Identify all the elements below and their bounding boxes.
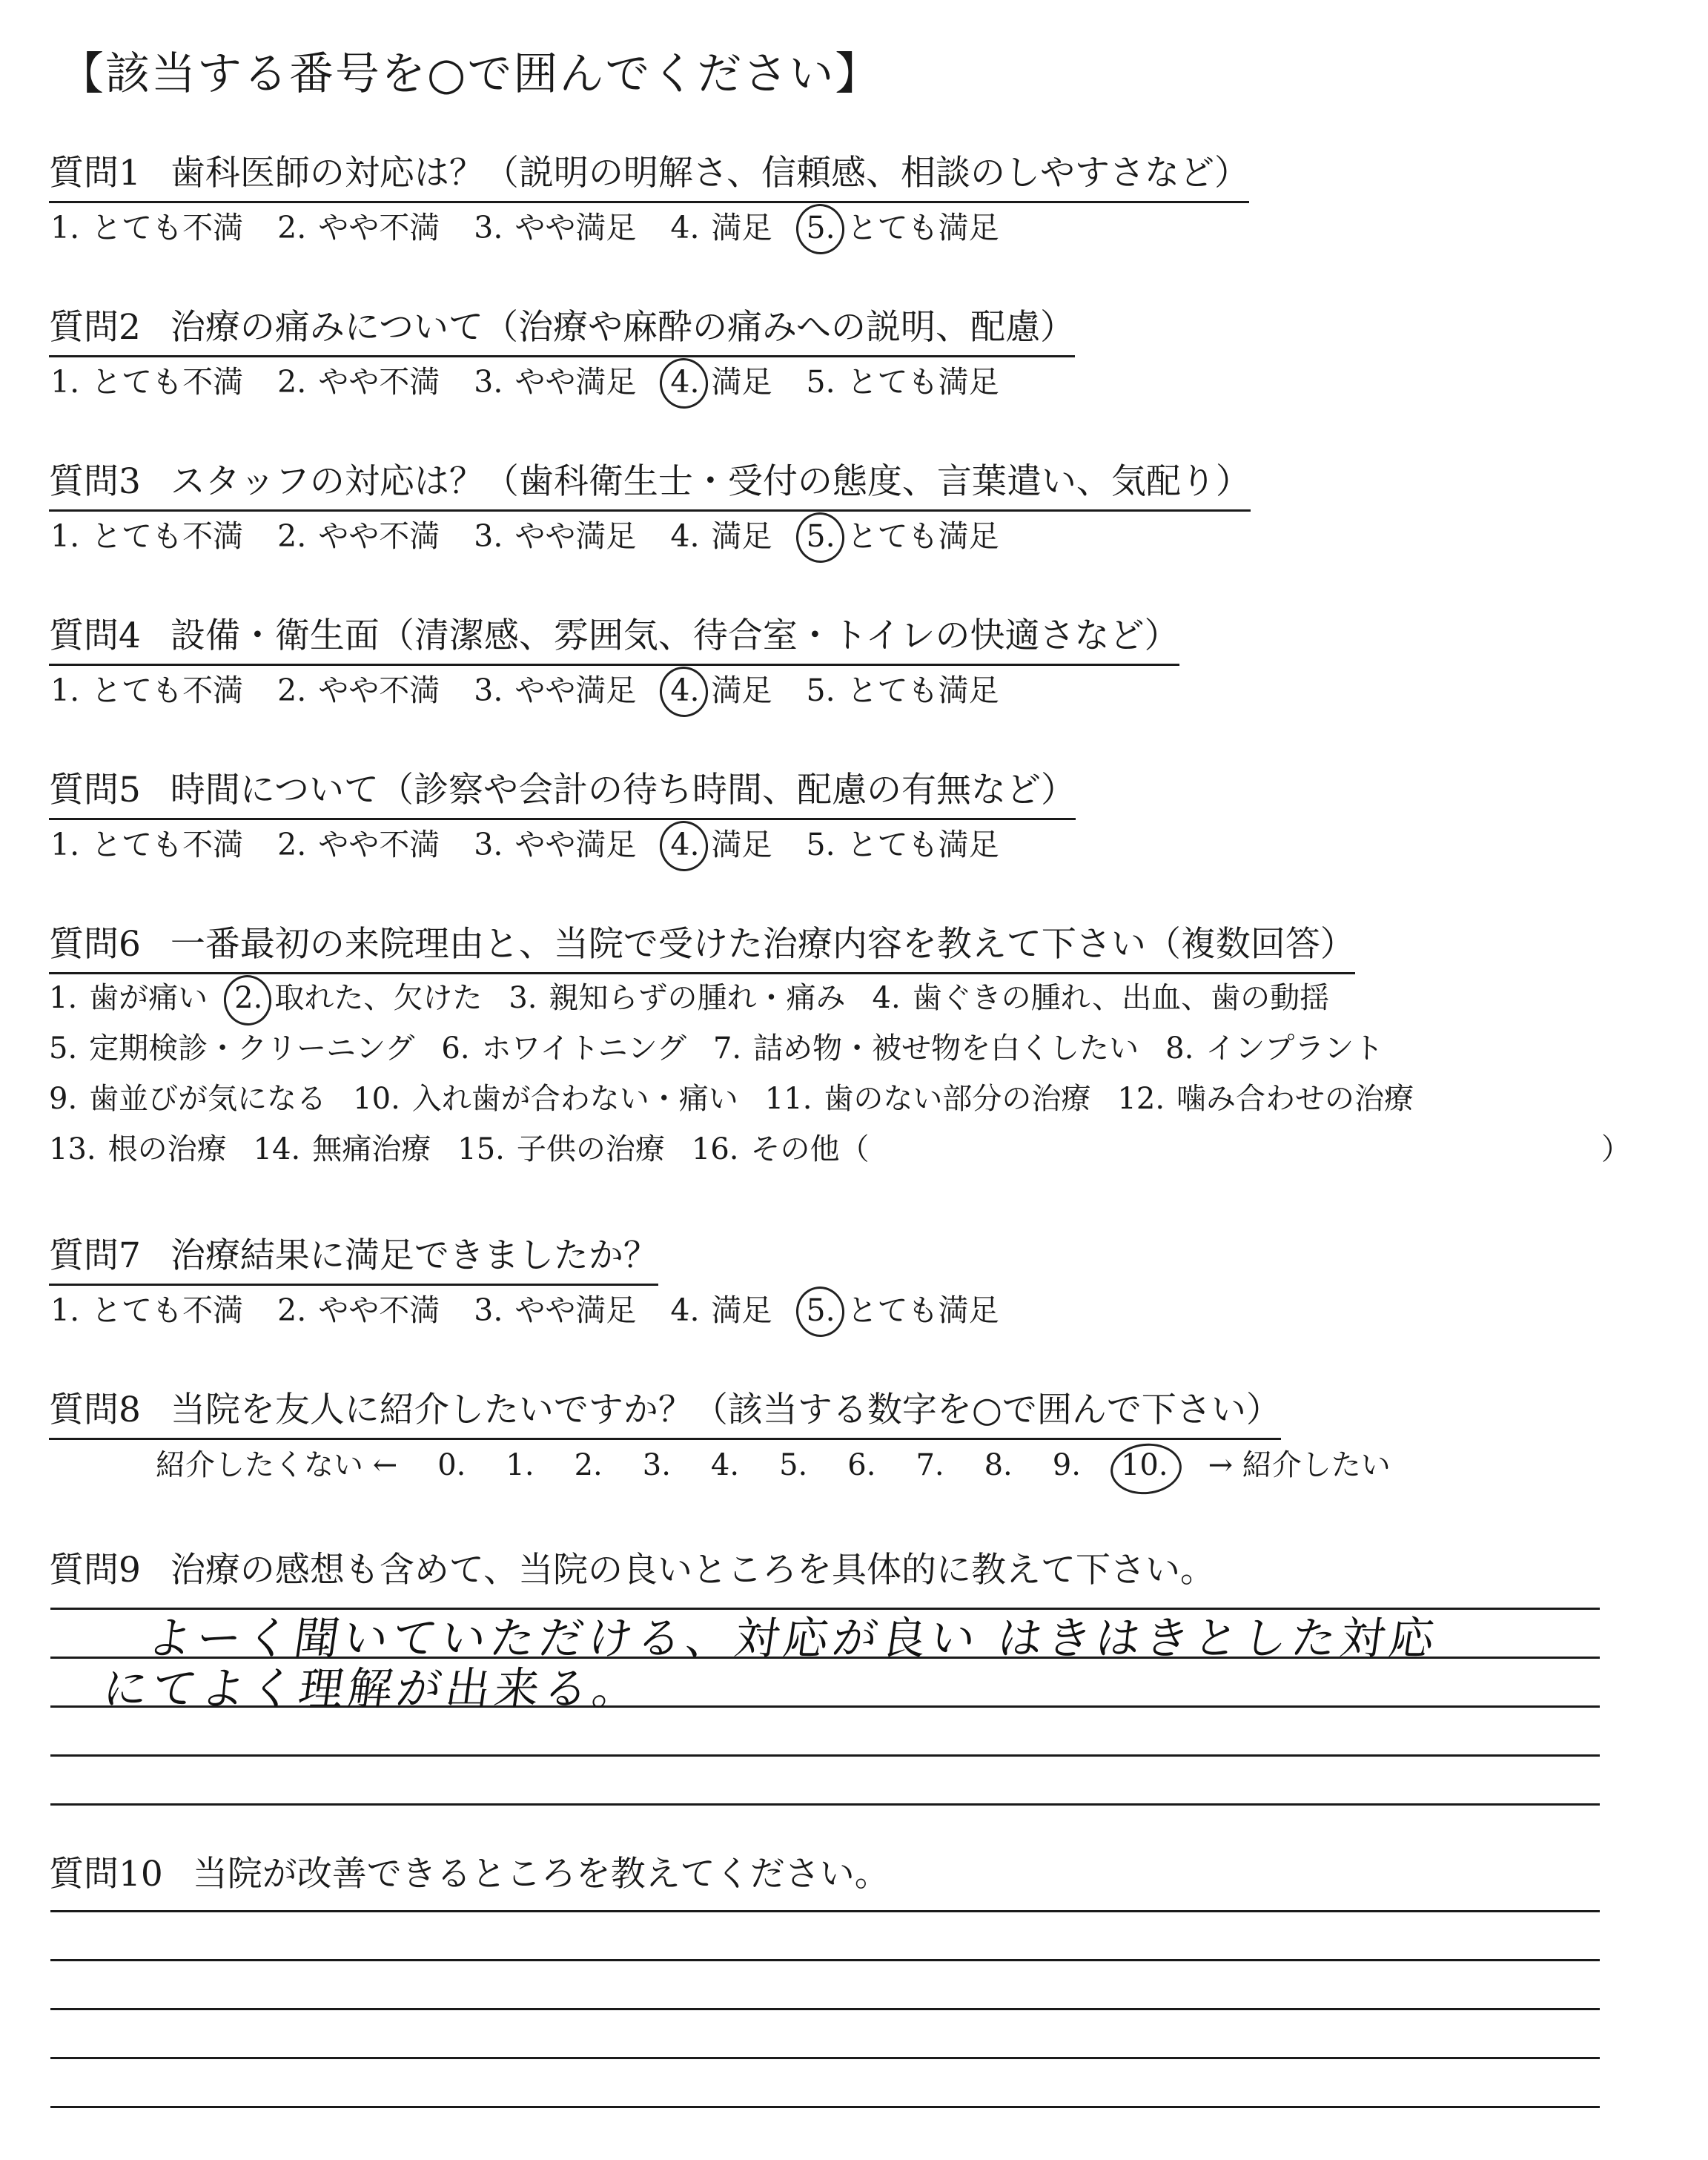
option[interactable] bbox=[277, 1286, 440, 1330]
option[interactable] bbox=[807, 820, 999, 864]
option-number: 2. bbox=[277, 827, 307, 862]
option[interactable] bbox=[670, 512, 772, 555]
option[interactable] bbox=[807, 357, 999, 401]
option-label: とても不満 bbox=[91, 364, 244, 400]
option-number: 6. bbox=[441, 1031, 470, 1066]
option-label: 定期検診・クリーニング bbox=[89, 1031, 415, 1066]
option-number-circled: 5. bbox=[806, 518, 835, 554]
option-number: 2. bbox=[277, 673, 307, 708]
option-label: とても満足 bbox=[847, 210, 999, 245]
option-number: 3. bbox=[474, 364, 503, 400]
option-number: 4. bbox=[670, 518, 700, 554]
question-number: 質問6 bbox=[49, 924, 141, 965]
option-number: 3. bbox=[474, 673, 503, 708]
option-label: やや不満 bbox=[318, 210, 440, 245]
scale-right-label: → 紹介したい bbox=[1208, 1448, 1391, 1482]
option-label: とても不満 bbox=[91, 210, 244, 245]
question-2 bbox=[49, 300, 1075, 357]
other-close-paren: ） bbox=[1601, 1132, 1631, 1166]
options-q3 bbox=[50, 512, 1033, 555]
options-q6-row-2 bbox=[49, 1025, 1410, 1067]
answer-line bbox=[50, 1910, 1600, 1912]
options-q1 bbox=[50, 203, 1033, 247]
option[interactable] bbox=[277, 512, 440, 555]
option-number: 4. bbox=[670, 1292, 700, 1328]
score-8[interactable]: 8. bbox=[984, 1448, 1013, 1482]
option-label: やや満足 bbox=[514, 518, 637, 554]
option-number: 1. bbox=[50, 673, 80, 708]
option-number: 3. bbox=[474, 827, 503, 862]
score-1[interactable]: 1. bbox=[506, 1448, 534, 1482]
option-number: 16. bbox=[691, 1132, 739, 1166]
option-number: 3. bbox=[474, 518, 503, 554]
option-number: 2. bbox=[277, 364, 307, 400]
option-number: 9. bbox=[49, 1082, 78, 1116]
question-text: 時間について（診察や会計の待ち時間、配慮の有無など） bbox=[170, 770, 1076, 810]
answer-line bbox=[50, 2057, 1600, 2059]
option-label: その他（ bbox=[750, 1132, 870, 1166]
option-number: 1. bbox=[50, 364, 80, 400]
question-number: 質問2 bbox=[49, 307, 141, 348]
option-number-circled: 2. bbox=[234, 981, 263, 1015]
question-text: 設備・衛生面（清潔感、雰囲気、待合室・トイレの快適さなど） bbox=[170, 615, 1179, 656]
option-label: とても満足 bbox=[847, 518, 999, 554]
option-number: 3. bbox=[474, 210, 503, 245]
option[interactable] bbox=[277, 203, 440, 247]
score-3[interactable]: 3. bbox=[642, 1448, 671, 1482]
option[interactable] bbox=[873, 974, 1330, 1017]
answer-line bbox=[50, 1803, 1600, 1806]
recommend-scale bbox=[156, 1441, 1431, 1484]
option[interactable] bbox=[509, 974, 845, 1017]
option-label: とても満足 bbox=[847, 364, 999, 400]
question-text: 治療結果に満足できましたか？ bbox=[170, 1235, 658, 1276]
option-number: 1. bbox=[50, 827, 80, 862]
option-number: 5. bbox=[806, 827, 835, 862]
option-label: インプラント bbox=[1205, 1031, 1384, 1066]
question-9 bbox=[49, 1542, 1215, 1598]
option[interactable] bbox=[474, 1286, 636, 1330]
option-number: 2. bbox=[277, 518, 307, 554]
question-text: 治療の痛みについて（治療や麻酔の痛みへの説明、配慮） bbox=[170, 307, 1076, 348]
option[interactable] bbox=[670, 820, 772, 864]
option-number: 1. bbox=[50, 210, 80, 245]
option[interactable] bbox=[692, 1126, 870, 1168]
option-label: 子供の治療 bbox=[516, 1132, 665, 1166]
score-7[interactable]: 7. bbox=[916, 1448, 944, 1482]
option[interactable] bbox=[50, 820, 243, 864]
option-label: とても不満 bbox=[91, 673, 244, 708]
option-label: 歯のない部分の治療 bbox=[824, 1082, 1091, 1116]
question-number: 質問8 bbox=[49, 1390, 141, 1430]
option-label: 歯ぐきの腫れ、出血、歯の動揺 bbox=[912, 981, 1330, 1015]
handwritten-answer-line-1: よーく聞いていただける、対応が良い はきはきとした対応 bbox=[144, 1613, 1443, 1665]
option-number: 5. bbox=[806, 364, 835, 400]
question-text: スタッフの対応は？（歯科衛生士・受付の態度、言葉遣い、気配り） bbox=[170, 461, 1251, 502]
option-label: やや不満 bbox=[318, 518, 440, 554]
option[interactable] bbox=[1117, 1075, 1414, 1117]
option[interactable] bbox=[670, 666, 772, 710]
answer-line bbox=[50, 1754, 1600, 1757]
score-4[interactable]: 4. bbox=[710, 1448, 740, 1482]
answer-line bbox=[50, 1959, 1600, 1961]
option-label: やや不満 bbox=[318, 673, 440, 708]
question-4 bbox=[49, 608, 1179, 666]
answer-line bbox=[50, 2008, 1600, 2010]
option[interactable] bbox=[50, 512, 243, 555]
option-label: とても不満 bbox=[91, 827, 244, 862]
option[interactable] bbox=[670, 203, 772, 247]
option-label: 無痛治療 bbox=[312, 1132, 431, 1166]
option[interactable] bbox=[277, 820, 440, 864]
option-label: とても不満 bbox=[91, 1292, 244, 1328]
question-6 bbox=[49, 916, 1355, 974]
option-label: やや満足 bbox=[514, 1292, 637, 1328]
option-label: やや満足 bbox=[514, 210, 637, 245]
option-label: 歯並びが気になる bbox=[89, 1082, 327, 1116]
options-q6-row-3 bbox=[49, 1075, 1440, 1117]
options-q7 bbox=[50, 1286, 1033, 1330]
question-number: 質問4 bbox=[49, 615, 141, 656]
option-number: 2. bbox=[277, 210, 307, 245]
option[interactable] bbox=[277, 357, 440, 401]
option-number-circled: 4. bbox=[670, 673, 700, 708]
options-q4 bbox=[50, 666, 1033, 710]
question-text: 一番最初の来院理由と、当院で受けた治療内容を教えて下さい（複数回答） bbox=[170, 924, 1355, 965]
option[interactable] bbox=[670, 357, 772, 401]
options-q2 bbox=[50, 357, 1033, 401]
option-label: やや満足 bbox=[514, 673, 637, 708]
option[interactable] bbox=[254, 1126, 431, 1168]
option[interactable] bbox=[474, 820, 636, 864]
option-label: 根の治療 bbox=[107, 1132, 227, 1166]
option[interactable] bbox=[50, 203, 243, 247]
option[interactable] bbox=[353, 1075, 738, 1117]
option-label: やや不満 bbox=[318, 1292, 440, 1328]
option[interactable] bbox=[457, 1126, 665, 1168]
option-label: 満足 bbox=[711, 364, 772, 400]
option-label: やや満足 bbox=[514, 364, 637, 400]
question-text: 治療の感想も含めて、当院の良いところを具体的に教えて下さい。 bbox=[170, 1550, 1215, 1591]
option-number: 14. bbox=[253, 1132, 301, 1166]
option-label: やや不満 bbox=[318, 364, 440, 400]
option-number: 3. bbox=[474, 1292, 503, 1328]
option-number: 1. bbox=[49, 981, 78, 1015]
option-number: 15. bbox=[457, 1132, 505, 1166]
question-text: 当院を友人に紹介したいですか？（該当する数字を○で囲んで下さい） bbox=[170, 1390, 1281, 1430]
option[interactable] bbox=[49, 1126, 227, 1168]
option-number-circled: 4. bbox=[670, 827, 700, 862]
options-q6-row-4 bbox=[49, 1126, 896, 1168]
score-2[interactable]: 2. bbox=[574, 1448, 603, 1482]
option-number: 8. bbox=[1165, 1031, 1194, 1066]
option-label: 満足 bbox=[711, 827, 772, 862]
option[interactable] bbox=[474, 203, 636, 247]
question-number: 質問1 bbox=[49, 153, 141, 194]
question-number: 質問3 bbox=[49, 461, 141, 502]
options-q6-row-1 bbox=[49, 974, 1356, 1017]
option[interactable] bbox=[50, 666, 243, 710]
option[interactable] bbox=[277, 666, 440, 710]
option-number: 5. bbox=[49, 1031, 78, 1066]
option[interactable] bbox=[474, 512, 636, 555]
option[interactable] bbox=[807, 512, 999, 555]
option-label: 噛み合わせの治療 bbox=[1176, 1082, 1414, 1116]
option[interactable] bbox=[474, 357, 636, 401]
option[interactable] bbox=[234, 974, 482, 1017]
option-number-circled: 5. bbox=[806, 1292, 835, 1328]
option-label: やや満足 bbox=[514, 827, 637, 862]
option[interactable] bbox=[713, 1025, 1139, 1067]
option-label: とても満足 bbox=[847, 1292, 999, 1328]
question-number: 質問9 bbox=[49, 1550, 141, 1591]
option[interactable] bbox=[49, 1025, 414, 1067]
option[interactable] bbox=[441, 1025, 686, 1067]
option[interactable] bbox=[50, 1286, 243, 1330]
option-number: 10. bbox=[353, 1082, 400, 1116]
option-number: 7. bbox=[712, 1031, 742, 1066]
option-number: 2. bbox=[277, 1292, 307, 1328]
option[interactable] bbox=[807, 666, 999, 710]
option[interactable] bbox=[1165, 1025, 1383, 1067]
question-text: 当院が改善できるところを教えてください。 bbox=[192, 1854, 890, 1895]
option-label: 満足 bbox=[711, 673, 772, 708]
option[interactable] bbox=[807, 1286, 999, 1330]
option-label: 取れた、欠けた bbox=[274, 981, 483, 1015]
option-label: 入れ歯が合わない・痛い bbox=[411, 1082, 738, 1116]
answer-line bbox=[50, 2106, 1600, 2108]
option-label: とても満足 bbox=[847, 673, 999, 708]
option-label: 満足 bbox=[711, 1292, 772, 1328]
score-10[interactable]: 10. bbox=[1120, 1448, 1168, 1482]
question-number: 質問7 bbox=[49, 1235, 141, 1276]
option-label: とても満足 bbox=[847, 827, 999, 862]
option-number-circled: 4. bbox=[670, 364, 700, 400]
question-text: 歯科医師の対応は？（説明の明解さ、信頼感、相談のしやすさなど） bbox=[170, 153, 1250, 194]
question-3 bbox=[49, 454, 1251, 512]
question-10 bbox=[49, 1846, 890, 1902]
option-number: 1. bbox=[50, 518, 80, 554]
option-label: 満足 bbox=[711, 518, 772, 554]
question-7 bbox=[49, 1228, 658, 1286]
scale-left-label: 紹介したくない ← bbox=[156, 1448, 398, 1482]
question-8 bbox=[49, 1382, 1281, 1440]
option[interactable] bbox=[49, 1075, 326, 1117]
option-label: とても不満 bbox=[91, 518, 244, 554]
option-number: 4. bbox=[670, 210, 700, 245]
option-number: 4. bbox=[872, 981, 901, 1015]
option-label: やや不満 bbox=[318, 827, 440, 862]
option[interactable] bbox=[49, 974, 208, 1017]
options-q5 bbox=[50, 820, 1033, 864]
score-list bbox=[437, 1448, 1208, 1482]
score-0[interactable]: 0. bbox=[437, 1448, 466, 1482]
score-6[interactable]: 6. bbox=[847, 1448, 876, 1482]
question-5 bbox=[49, 762, 1076, 820]
handwritten-answer-line-2: にてよく理解が出来る。 bbox=[99, 1663, 646, 1715]
option-number: 3. bbox=[509, 981, 537, 1015]
question-number: 質問10 bbox=[49, 1854, 163, 1895]
option-number: 1. bbox=[50, 1292, 80, 1328]
option-label: 満足 bbox=[711, 210, 772, 245]
option[interactable] bbox=[670, 1286, 772, 1330]
option-number: 5. bbox=[806, 673, 835, 708]
score-5[interactable]: 5. bbox=[779, 1448, 808, 1482]
option-number: 12. bbox=[1117, 1082, 1165, 1116]
question-number: 質問5 bbox=[49, 770, 141, 810]
option-label: 親知らずの腫れ・痛み bbox=[549, 981, 846, 1015]
option[interactable] bbox=[765, 1075, 1091, 1117]
option-label: 歯が痛い bbox=[89, 981, 208, 1015]
page-title: 【該当する番号を○で囲んでください】 bbox=[59, 48, 881, 100]
option-label: 詰め物・被せ物を白くしたい bbox=[753, 1031, 1139, 1066]
option-number: 11. bbox=[764, 1082, 812, 1116]
option[interactable] bbox=[50, 357, 243, 401]
score-9[interactable]: 9. bbox=[1052, 1448, 1081, 1482]
option-number: 13. bbox=[49, 1132, 96, 1166]
option[interactable] bbox=[474, 666, 636, 710]
option-label: ホワイトニング bbox=[481, 1031, 686, 1066]
question-1 bbox=[49, 145, 1249, 203]
option[interactable] bbox=[807, 203, 999, 247]
option-number-circled: 5. bbox=[806, 210, 835, 245]
